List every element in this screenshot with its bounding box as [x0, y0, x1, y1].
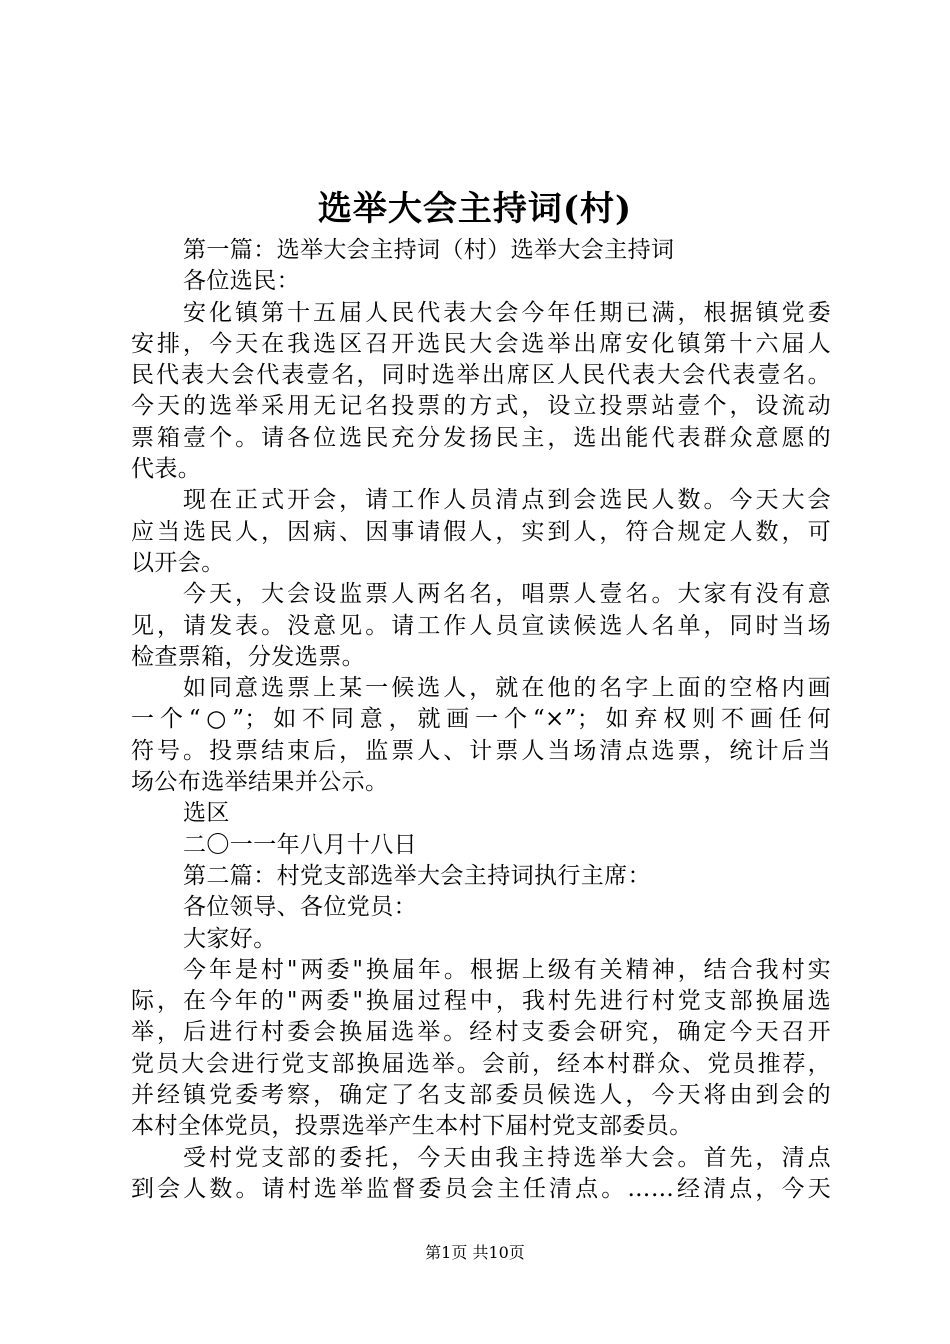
text-line: 第一篇：选举大会主持词（村）选举大会主持词 [183, 237, 675, 263]
text-line: 受村党支部的委托，今天由我主持选举大会。首先，清点 [183, 1144, 831, 1171]
text-line: 应当选民人，因病、因事请假人，实到人，符合规定人数，可 [131, 518, 831, 545]
text-line: 选区 [183, 800, 230, 827]
text-line: 符号。投票结束后，监票人、计票人当场清点选票，统计后当 [131, 737, 831, 764]
text-line: 党员大会进行党支部换届选举。会前，经本村群众、党员推荐， [131, 1050, 831, 1077]
text-line: 二〇一一年八月十八日 [183, 831, 417, 858]
text-line: 代表。 [131, 456, 202, 483]
text-line: 见，请发表。没意见。请工作人员宣读候选人名单，同时当场 [131, 612, 831, 639]
text-line: 到会人数。请村选举监督委员会主任清点。……经清点，今天 [131, 1175, 831, 1202]
text-line: 安化镇第十五届人民代表大会今年任期已满，根据镇党委 [183, 299, 831, 326]
text-line: 今天，大会设监票人两名名，唱票人壹名。大家有没有意 [183, 581, 831, 608]
text-line: 一个“○”；如不同意，就画一个“×”；如弃权则不画任何 [131, 706, 831, 733]
text-line: 票箱壹个。请各位选民充分发扬民主，选出能代表群众意愿的 [131, 424, 831, 451]
text-line: 现在正式开会，请工作人员清点到会选民人数。今天大会 [183, 487, 831, 514]
text-line: 民代表大会代表壹名，同时选举出席区人民代表大会代表壹名。 [131, 362, 831, 389]
text-line: 际，在今年的"两委"换届过程中，我村先进行村党支部换届选 [131, 988, 831, 1015]
text-line: 以开会。 [131, 549, 225, 576]
text-line: 本村全体党员，投票选举产生本村下届村党支部委员。 [131, 1113, 693, 1140]
text-line: 今年是村"两委"换届年。根据上级有关精神，结合我村实 [183, 956, 831, 983]
text-line: 各位选民： [183, 268, 300, 295]
document-body [131, 235, 831, 1205]
text-line: 并经镇党委考察，确定了名支部委员候选人，今天将由到会的 [131, 1082, 831, 1109]
text-line: 如同意选票上某一候选人，就在他的名字上面的空格内画 [183, 675, 831, 702]
text-line: 检查票箱，分发选票。 [131, 643, 365, 670]
text-line: 举，后进行村委会换届选举。经村支委会研究，确定今天召开 [131, 1019, 831, 1046]
text-line: 大家好。 [183, 925, 277, 952]
document-title: 选举大会主持词(村) [317, 189, 633, 229]
text-line: 场公布选举结果并公示。 [131, 769, 389, 796]
text-line: 安排，今天在我选区召开选民大会选举出席安化镇第十六届人 [131, 330, 831, 357]
text-line: 今天的选举采用无记名投票的方式，设立投票站壹个，设流动 [131, 393, 831, 420]
text-line: 各位领导、各位党员： [183, 894, 417, 921]
page-footer: 第1页 共10页 [425, 1243, 525, 1262]
text-line: 第二篇：村党支部选举大会主持词执行主席： [183, 862, 651, 889]
